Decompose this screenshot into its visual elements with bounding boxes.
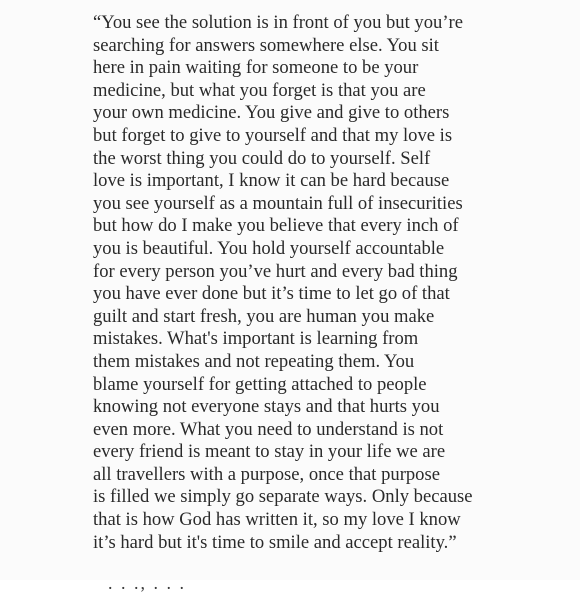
quote-line: your own medicine. You give and give to others [93, 102, 450, 124]
quote-line: “You see the solution is in front of you but you’re [93, 12, 463, 33]
quote-line: mistakes. What's important is learning from [93, 328, 419, 350]
quote-line: love is important, I know it can be hard because [93, 170, 450, 192]
quote-line: every friend is meant to stay in your life we are [93, 441, 446, 463]
quote-line: blame yourself for getting attached to people [93, 373, 427, 395]
quote-line: medicine, but what you forget is that you are [93, 79, 426, 101]
quote-line: is filled we simply go separate ways. Only because [93, 486, 473, 508]
quote-line: but how do I make you believe that every inch of [93, 215, 459, 237]
quote-line: that is how God has written it, so my love I know [93, 509, 461, 531]
quote-line: knowing not everyone stays and that hurts you [93, 396, 440, 418]
quote-line: you have ever done but it’s time to let go of that [93, 283, 450, 305]
quote-line: all travellers with a purpose, once that purpose [93, 463, 440, 485]
quote-line: even more. What you need to understand is not [93, 418, 444, 440]
quote-line: you is beautiful. You hold yourself accountable [93, 237, 445, 259]
quote-line: it’s hard but it's time to smile and accept reality.” [93, 531, 457, 553]
quote-line: the worst thing you could do to yourself. Self [93, 147, 431, 169]
quote-line: for every person you’ve hurt and every bad thing [93, 260, 458, 282]
cropped-signature-line: . . ., . . . [108, 573, 186, 593]
quote-line: them mistakes and not repeating them. You [93, 350, 415, 372]
quote-text [93, 12, 573, 554]
quote-line: here in pain waiting for someone to be your [93, 57, 419, 79]
quote-line: but forget to give to yourself and that my love is [93, 124, 453, 146]
quote-line: searching for answers somewhere else. You sit [93, 34, 439, 56]
quote-line: guilt and start fresh, you are human you make [93, 305, 435, 327]
quote-line: you see yourself as a mountain full of insecurities [93, 192, 463, 214]
